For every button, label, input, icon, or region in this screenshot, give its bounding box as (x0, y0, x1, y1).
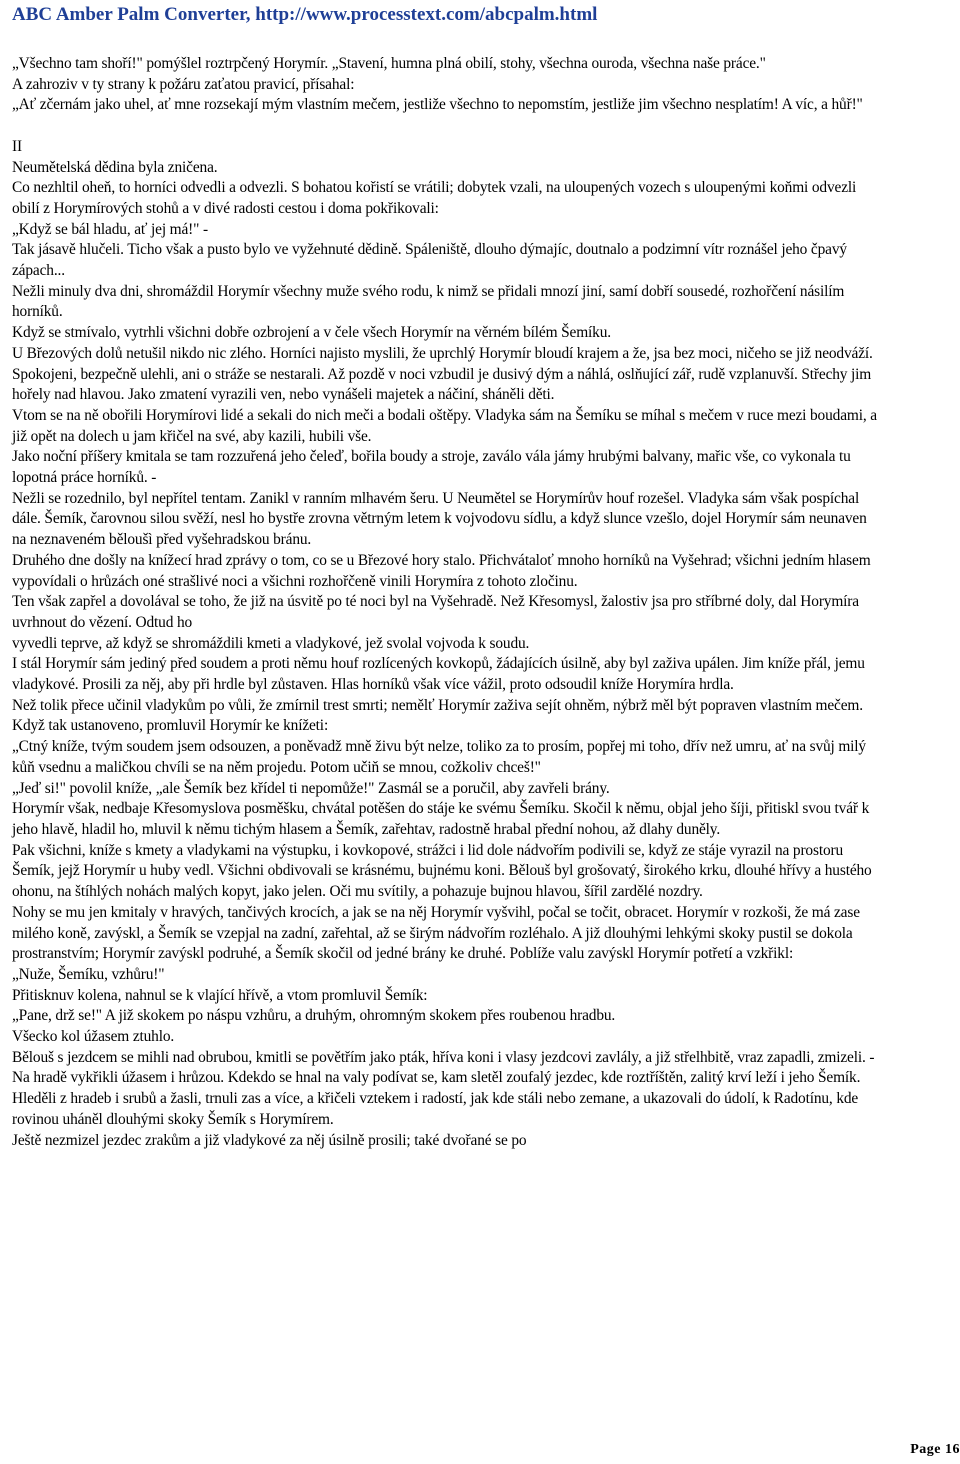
paragraph: U Březových dolů netušil nikdo nic zlého. Horníci najisto myslili, že uprchlý Horymír bloudí krajem a že, jsa bez moci, ničeho se již neodváží. Spokojeni, bezpečně ulehli, ani o stráže se nestarali. Až pozdě v noci vzbudil je dusivý dým a náhlá, oslňující zář, rudě vzplanuvší. Střechy jim hořely nad hlavou. Jako zmatení vyrazili ven, nebo vynášeli majetek a náčiní, sháněli děti. (12, 344, 873, 404)
paragraph: Když se stmívalo, vytrhli všichni dobře ozbrojení a v čele všech Horymír na věrném bílém Šemíku. (12, 324, 611, 342)
paragraph: „Jeď si!" povolil kníže, „ale Šemík bez křídel ti nepomůže!" Zasmál se a poručil, aby zavřeli brány. (12, 779, 610, 797)
paragraph: Tak jásavě hlučeli. Ticho však a pusto bylo ve vyžehnuté dědině. Spáleniště, dlouho dýmajíc, doutnalo a podzimní vítr roznášel jeho čpavý zápach... (12, 241, 847, 280)
paragraph: „Pane, drž se!" A již skokem po náspu vzhůru, a druhým, ohromným skokem přes roubenou hradbu. (12, 1007, 616, 1025)
paragraph: Neumětelská dědina byla zničena. (12, 158, 218, 176)
chapter-number: II (12, 137, 22, 155)
converter-header: ABC Amber Palm Converter, http://www.processtext.com/abcpalm.html (12, 4, 598, 25)
paragraph: Když tak ustanoveno, promluvil Horymír ke knížeti: (12, 717, 329, 735)
document-body (12, 54, 882, 1151)
blank-line (12, 116, 882, 137)
paragraph: Jako noční příšery kmitala se tam rozzuřená jeho čeleď, bořila boudy a stroje, zaválo vála jámy hrubými balvany, mařic vše, co vykonala tu lopotná práce horníků. - (12, 448, 851, 487)
paragraph: Přitisknuv kolena, nahnul se k vlající hřívě, a vtom promluvil Šemík: (12, 986, 428, 1004)
paragraph: Ještě nezmizel jezdec zrakům a již vladykové za něj úsilně prosili; také dvořané se po (12, 1131, 527, 1149)
paragraph: „Když se bál hladu, ať jej má!" - (12, 220, 208, 238)
paragraph: Druhého dne došly na knížecí hrad zprávy o tom, co se u Březové hory stalo. Přichvátaloť mnoho horníků na Vyšehrad; všichni jedním hlasem vypovídali o hrůzách oné strašlivé noci a všichni rozhořčeně vinili Horymíra z tohoto zločinu. (12, 551, 871, 590)
paragraph: Horymír však, nedbaje Křesomyslova posměšku, chvátal potěšen do stáje ke svému Šemíku. Skočil k němu, objal jeho šíji, přitiskl svou tvář k jeho hlavě, hladil ho, mluvil k němu tichým hlasem a Šemík, zařehtav, radostně hrabal přední nohou, až dlahy duněly. (12, 800, 870, 838)
paragraph: „Ať zčernám jako uhel, ať mne rozsekají mým vlastním mečem, jestliže všechno to nepomstím, jestliže jim všechno nesplatím! A víc, a hůř!" (12, 96, 863, 114)
paragraph: Bělouš s jezdcem se mihli nad obrubou, kmitli se povětřím jako pták, hříva koni i vlasy jezdcovi zavlály, a již střelhbitě, vraz zapadli, zmizeli. - (12, 1048, 875, 1066)
paragraph: Vtom se na ně obořili Horymírovi lidé a sekali do nich meči a bodali oštěpy. Vladyka sám na Šemíku se míhal s mečem v ruce mezi boudami, a již opět na dolech u jam křičel na své, aby kazili, hubili vše. (12, 406, 877, 445)
paragraph: „Ctný kníže, tvým soudem jsem odsouzen, a poněvadž mně živu být nelze, toliko za to prosím, popřej mi toho, dřív než umru, ať na svůj milý kůň vsednu a maličkou chvíli se na něm projedu. Potom učiň se mnou, cožkoliv chceš!" (12, 738, 866, 776)
paragraph: Nežli se rozednilo, byl nepřítel tentam. Zanikl v ranním mlhavém šeru. U Neumětel se Horymírův houf rozešel. Vladyka sám však pospíchal dále. Šemík, čarovnou silou svěží, nesl ho bystře zrovna větrným letem k vojvodovu sídlu, a když slunce vzešlo, dojel Horymír sám neunaven na neznaveném běloušì před vyšehradskou bránu. (12, 489, 867, 549)
paragraph: Hleděli z hradeb i srubů a žasli, trnuli zas a více, a křičeli vztekem i radostí, jak kde stáli nebo zemane, a ukazovali do údolí, k Radotínu, kde rovinou uháněl dlouhými skoky Šemík s Horymírem. (12, 1090, 859, 1128)
paragraph: Co nezhltil oheň, to horníci odvedli a odvezli. S bohatou kořistí se vrátili; dobytek vzali, na uloupených vozech s uloupenými koňmi odvezli obilí z Horymírových stohů a v divé radosti cestou i doma pokřikovali: (12, 179, 857, 217)
paragraph: vyvedli teprve, až když se shromáždili kmeti a vladykové, jež svolal vojvoda k soudu. (12, 634, 530, 652)
paragraph: Všecko kol úžasem ztuhlo. (12, 1028, 175, 1046)
paragraph: Nohy se mu jen kmitaly v hravých, tančivých krocích, a jak se na něj Horymír vyšvihl, počal se točit, obracet. Horymír v rozkoši, že má zase milého koně, zavýskl, a Šemík se vzepjal na zadní, zařehtal, až se širým nádvořím rozléhalo. A již dlouhými lehkými skoky pustil se dokola prostranstvím; Horymír zavýskl podruhé, a Šemík skočil od jedné brány ke druhé. Poblíže valu zavýskl Horymír potřetí a vzkřikl: (12, 903, 860, 963)
paragraph: „Nuže, Šemíku, vzhůru!" (12, 965, 165, 983)
paragraph: „Všechno tam shoří!" pomýšlel roztrpčený Horymír. „Stavení, humna plná obilí, stohy, všechna ouroda, všechna naše práce." (12, 55, 766, 72)
paragraph: I stál Horymír sám jediný před soudem a proti němu houf rozlícených kovkopů, žádajících úsilně, aby byl zaživa upálen. Jim kníže přál, jemu vladykové. Prosili za něj, aby při hrdle byl zůstaven. Hlas horníků však více vážil, proto odsoudil kníže Horymíra hrdla. (12, 655, 865, 694)
paragraph: Na hradě vykřikli úžasem i hrůzou. Kdekdo se hnal na valy podívat se, kam sletěl zoufalý jezdec, kde roztříštěn, zalitý krví leží i jeho Šemík. (12, 1069, 861, 1087)
paragraph: Pak všichni, kníže s kmety a vladykami na výstupku, i kovkopové, strážci i lid dole nádvořím podivili se, když ze stáje vyrazil na prostoru Šemík, jejž Horymír u huby vedl. Všichni obdivovali se krásnému, bujnému koni. Bělouš byl grošovatý, širokého krku, dlouhé hřívy a hustého ohonu, na štíhlých nohách malých kopyt, jako jelen. Oči mu svítily, a pohazuje bujnou hlavou, šířil zardělé nozdry. (12, 841, 872, 901)
paragraph: A zahroziv v ty strany k požáru zaťatou pravicí, přísahal: (12, 75, 355, 93)
paragraph: Nežli minuly dva dni, shromáždil Horymír všechny muže svého rodu, k nimž se přidali mnozí jiní, samí dobří sousedé, rozhořčení násilím horníků. (12, 282, 845, 321)
paragraph: Než tolik přece učinil vladykům po vůli, že zmírnil trest smrti; nemělť Horymír zaživa sejít ohněm, nýbrž měl být popraven vlastním mečem. (12, 696, 863, 714)
page-number: Page 16 (910, 1442, 960, 1457)
paragraph: Ten však zapřel a dovolával se toho, že již na úsvitě po té noci byl na Vyšehradě. Než Křesomysl, žalostiv jsa pro stříbrné doly, dal Horymíra uvrhnout do vězení. Odtud ho (12, 593, 859, 631)
